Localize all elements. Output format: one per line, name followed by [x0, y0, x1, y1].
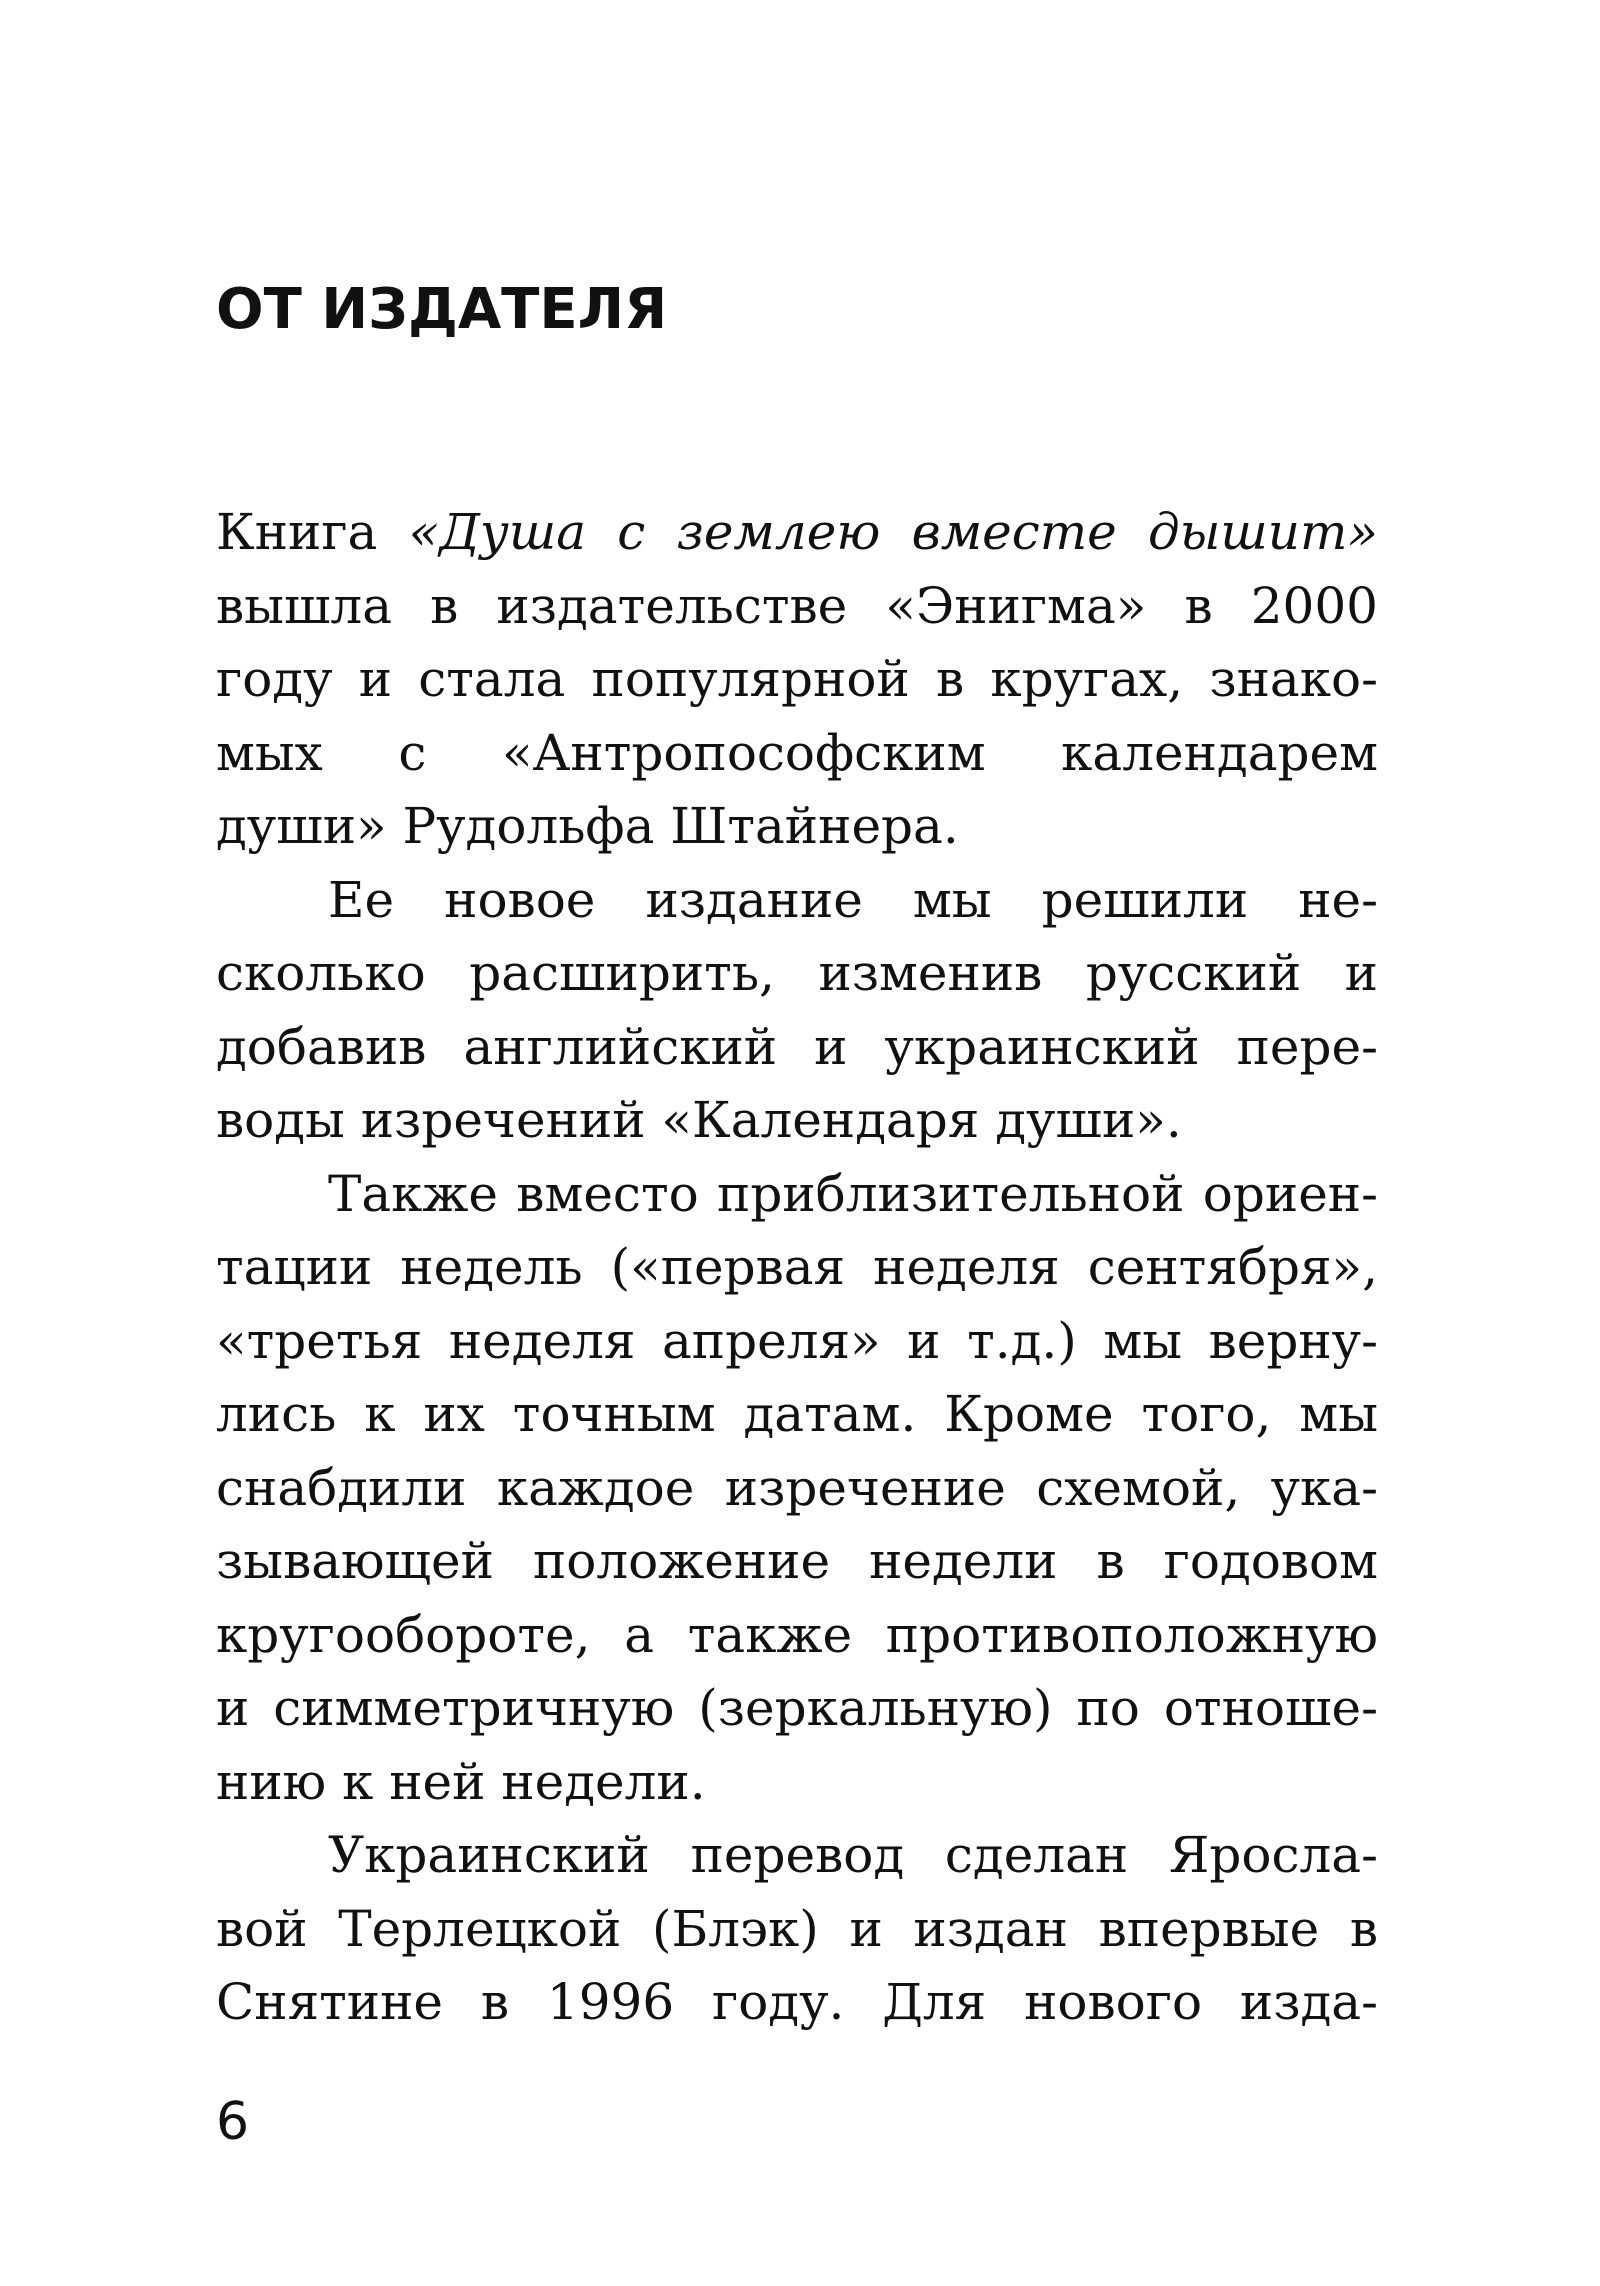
page-title: ОТ ИЗДАТЕЛЯ — [216, 277, 668, 342]
text-line: воды изречений «Календаря души». — [216, 1091, 1182, 1149]
page-number: 6 — [216, 2092, 250, 2152]
text-line: снабдили каждое изречение схемой, ука- — [216, 1458, 1378, 1517]
text-line — [216, 496, 1378, 570]
body-text — [216, 496, 1378, 2040]
book-title-quote: «Душа с землею вместе дышит» — [408, 503, 1378, 561]
text-line: Также вместо приблизительной ориен- — [328, 1164, 1378, 1223]
text-line: нию к ней недели. — [216, 1752, 706, 1811]
text-line: и симметричную (зеркальную) по отноше- — [216, 1679, 1378, 1737]
text-line: мых с «Антропософским календарем — [216, 723, 1378, 782]
text-line: зывающей положение недели в годовом — [216, 1532, 1378, 1590]
text-line: Украинский перевод сделан Яросла- — [328, 1826, 1378, 1884]
text-line: сколько расширить, изменив русский и — [216, 944, 1378, 1002]
text-line: добавив английский и украинский пере- — [216, 1017, 1378, 1076]
text-line: Снятине в 1996 году. Для нового изда- — [216, 1973, 1378, 2031]
text-line: лись к их точным датам. Кроме того, мы — [216, 1385, 1378, 1443]
text-line: души» Рудольфа Штайнера. — [216, 797, 959, 855]
text-line: году и стала популярной в кругах, знако- — [216, 650, 1378, 708]
text-line: вышла в издательстве «Энигма» в 2000 — [216, 576, 1378, 635]
text-line: кругообороте, а также противоположную — [216, 1605, 1378, 1664]
text-line: «третья неделя апреля» и т.д.) мы верну- — [216, 1311, 1378, 1370]
text-line: вой Терлецкой (Блэк) и издан впервые в — [216, 1899, 1378, 1958]
text-line: тации недель («первая неделя сентября», — [216, 1238, 1378, 1296]
text-line: Ее новое издание мы решили не- — [328, 870, 1378, 929]
text-fragment: Книга — [216, 503, 409, 561]
